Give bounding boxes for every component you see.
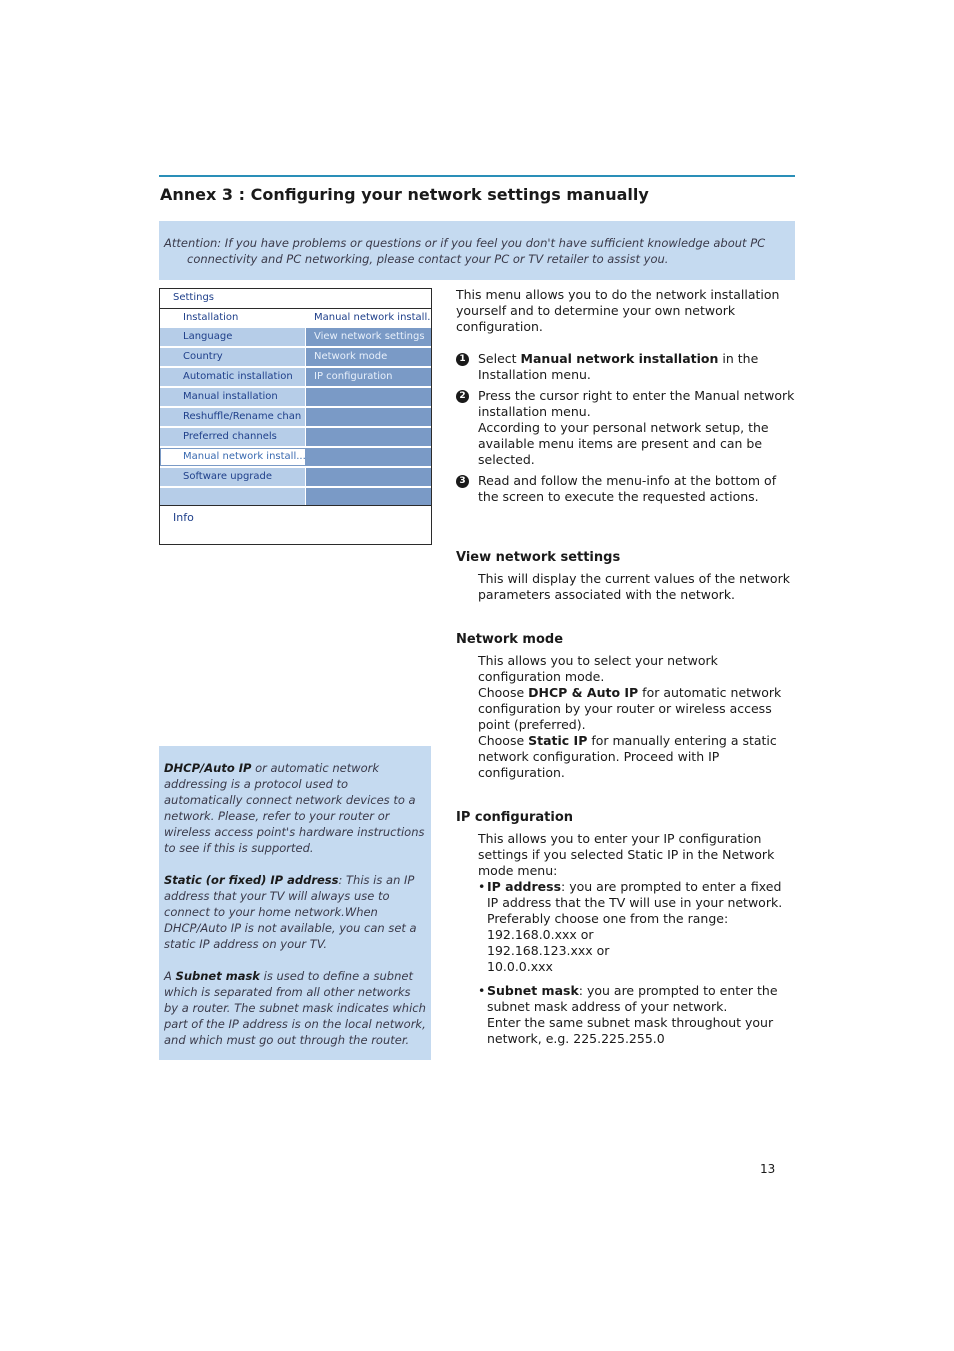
static-ip-definition: Static (or fixed) IP address: This is an IP address that your TV will always use to connect to your home network.When DHCP/Auto IP is not available, you can set a static IP address on your TV.: [164, 873, 417, 951]
menu-row-empty: [160, 488, 431, 505]
menu-item-label: Manual installation: [183, 391, 278, 402]
submenu-item-label: Manual network install.: [314, 312, 431, 323]
menu-item-label: Software upgrade: [183, 471, 273, 482]
intro-text: This menu allows you to do the network installation yourself and to determine your own network configuration.: [456, 287, 780, 334]
menu-item-label: Reshuffle/Rename chan: [183, 411, 302, 422]
page-number: 13: [760, 1162, 776, 1176]
menu-item-label: Manual network install...: [183, 451, 306, 462]
menu-item-label: Installation: [183, 312, 239, 323]
network-mode-heading: Network mode: [456, 632, 564, 647]
menu-row-software-upgrade[interactable]: [160, 468, 431, 487]
menu-item-label: Language: [183, 331, 233, 342]
menu-row-language[interactable]: [160, 328, 431, 347]
step-number-icon: 2: [456, 390, 469, 403]
attention-line-1: Attention: If you have problems or questions or if you feel you don't have sufficient knowledge about PC: [164, 236, 766, 250]
step-number-icon: 1: [456, 353, 469, 366]
submenu-item-label: Network mode: [314, 351, 388, 362]
menu-item-label: Automatic installation: [183, 371, 293, 382]
menu-header: Settings: [173, 292, 215, 303]
info-label: Info: [173, 511, 194, 524]
subnet-definition: A Subnet mask is used to define a subnet which is separated from all other networks by a router. The subnet mask indicates which part of the IP address is on the local network, and which must go out through the router.: [164, 969, 426, 1047]
info-divider: [160, 505, 431, 506]
attention-line-2: connectivity and PC networking, please contact your PC or TV retailer to assist you.: [187, 252, 669, 266]
dhcp-definition: DHCP/Auto IP or automatic network addressing is a protocol used to automatically connect network devices to a network. Please, refer to your router or wireless access point's hardware instructions to see if this is supported.: [164, 761, 425, 855]
menu-row-manual-network-install[interactable]: [160, 448, 431, 467]
menu-item-label: Preferred channels: [183, 431, 277, 442]
definitions-box: [159, 746, 431, 1060]
attention-box: [159, 221, 795, 280]
submenu-item-label: View network settings: [314, 331, 425, 342]
ip-configuration-heading: IP configuration: [456, 810, 574, 825]
top-rule: [159, 175, 795, 177]
view-network-text: This will display the current values of the network parameters associated with the network.: [478, 571, 790, 602]
menu-row-country[interactable]: [160, 348, 431, 367]
menu-row-automatic-installation[interactable]: [160, 368, 431, 387]
menu-row-reshuffle[interactable]: [160, 408, 431, 427]
settings-menu: [159, 288, 432, 545]
page-title: Annex 3 : Configuring your network settings manually: [160, 185, 649, 204]
submenu-item-label: IP configuration: [314, 371, 393, 382]
menu-row-preferred-channels[interactable]: [160, 428, 431, 447]
step-number-icon: 3: [456, 475, 469, 488]
menu-item-label: Country: [183, 351, 223, 362]
menu-row-installation[interactable]: [160, 308, 431, 327]
view-network-heading: View network settings: [456, 550, 621, 565]
network-mode-text: This allows you to select your network configuration mode. Choose DHCP & Auto IP for automatic network configuration by your router or wireless access point (preferred). Choose Static IP for manually entering a static network configuration. Proceed with IP configuration.: [478, 653, 782, 780]
menu-row-manual-installation[interactable]: [160, 388, 431, 407]
ip-configuration-text: This allows you to enter your IP configuration settings if you selected Static IP in the Network mode menu:: [478, 831, 775, 878]
